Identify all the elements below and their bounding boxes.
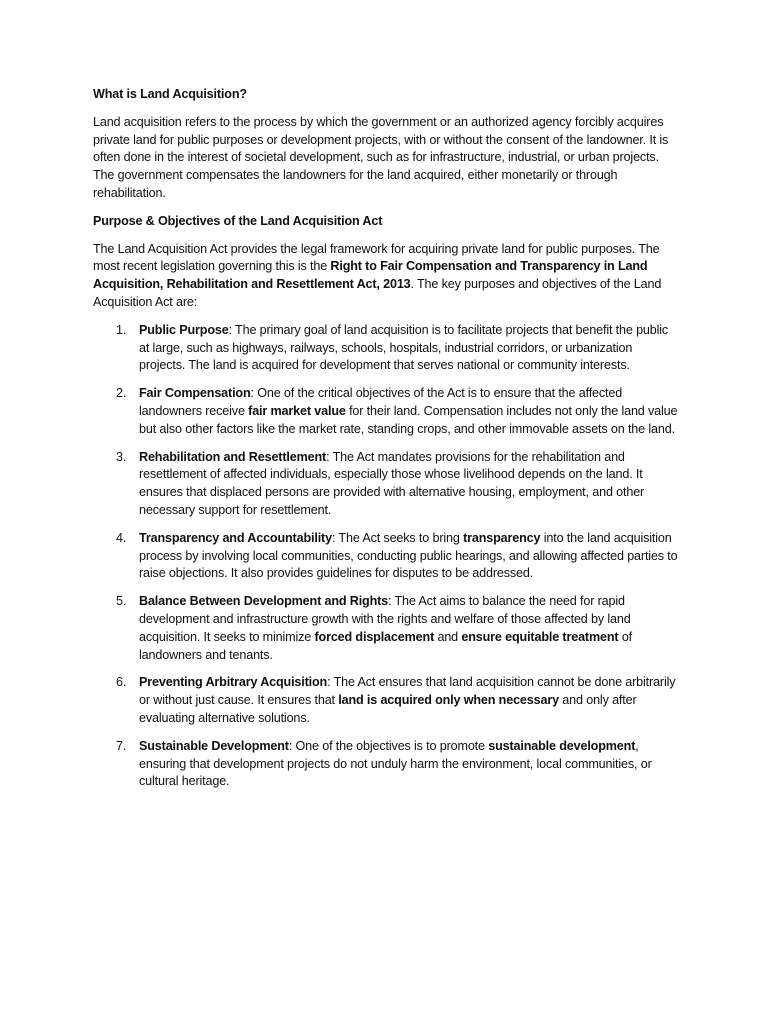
list-item (93, 738, 678, 791)
intro-paragraph: Land acquisition refers to the process by which the government or an authorized agency forcibly acquires private land for public purposes or development projects, with or without the consent of the landowner. It is often done in the interest of societal development, such as for infrastructure, industrial, or urban projects. The government compensates the landowners for the land acquired, either monetarily or through rehabilitation. (93, 114, 669, 200)
item-title: Balance Between Development and Rights (139, 594, 389, 609)
item-text: and only after evaluating alternative solutions. (139, 693, 637, 725)
list-item (93, 449, 678, 520)
item-text: for their land. Compensation includes not only the land value but also other factors like the market rate, standing crops, and other immovable assets on the land. (139, 403, 678, 436)
item-title: Sustainable Development (139, 738, 289, 753)
list-number: 3. (116, 449, 127, 464)
list-number: 6. (116, 675, 127, 690)
act-name-bold: Right to Fair Compensation and Transparency in Land Acquisition, Rehabilitation and Resettlement Act, 2013 (93, 259, 648, 292)
objectives-list (93, 322, 678, 791)
paragraph-text: . The key purposes and objectives of the Land Acquisition Act are: (93, 277, 662, 309)
item-text: : The Act seeks to bring (331, 530, 464, 545)
item-text: : One of the objectives is to promote (288, 738, 489, 753)
item-emphasis: transparency (463, 530, 541, 545)
item-text: : One of the critical objectives of the Act is to ensure that the affected landowners receive (139, 386, 623, 418)
item-emphasis: fair market value (248, 403, 346, 418)
list-number: 1. (116, 322, 127, 337)
list-item (93, 674, 678, 727)
item-emphasis: land is acquired only when necessary (338, 693, 559, 708)
act-overview-paragraph (93, 241, 678, 312)
item-title: Preventing Arbitrary Acquisition (139, 675, 328, 690)
item-text: and (434, 629, 462, 644)
item-text: into the land acquisition process by involving local communities, conducting public hearings, and allowing affected parties to raise objections. It also provides guidelines for disputes to be addressed. (139, 530, 678, 581)
item-text: , ensuring that development projects do not unduly harm the environment, local communities, or cultural heritage. (139, 738, 652, 789)
list-number: 7. (116, 738, 127, 753)
item-text: : The primary goal of land acquisition is to facilitate projects that benefit the public at large, such as highways, railways, schools, hospitals, industrial corridors, or urbanization projects. The land is acquired for development that serves national or community interests. (139, 322, 669, 373)
section-heading-what-is-land-acquisition: What is Land Acquisition? (93, 87, 247, 101)
list-number: 4. (116, 530, 127, 545)
item-text: : The Act aims to balance the need for rapid development and infrastructure growth with the rights and welfare of those affected by land acquisition. It seeks to minimize (139, 594, 631, 644)
list-item (93, 530, 678, 583)
item-text: : The Act ensures that land acquisition cannot be done arbitrarily or without just cause. It ensures that (139, 675, 676, 708)
list-item (93, 593, 678, 664)
item-title: Public Purpose (139, 322, 229, 337)
section-heading-purpose-objectives: Purpose & Objectives of the Land Acquisition Act (93, 213, 383, 228)
item-title: Fair Compensation (139, 386, 251, 401)
paragraph-text: The Land Acquisition Act provides the legal framework for acquiring private land for public purposes. The most recent legislation governing this is the (93, 241, 660, 274)
item-emphasis: sustainable development (488, 738, 636, 753)
list-item (93, 322, 678, 375)
item-title: Rehabilitation and Resettlement (139, 449, 327, 464)
document-page (93, 86, 678, 801)
list-number: 2. (116, 386, 127, 401)
item-text: : The Act mandates provisions for the rehabilitation and resettlement of affected individuals, especially those whose livelihood depends on the land. It ensures that displaced persons are provided with alternative housing, employment, and other necessary support for resettlement. (139, 449, 645, 517)
list-item (93, 385, 678, 438)
item-emphasis: forced displacement (314, 629, 435, 644)
list-number: 5. (116, 594, 127, 609)
item-text: of landowners and tenants. (139, 629, 633, 662)
item-emphasis: ensure equitable treatment (461, 629, 619, 644)
item-title: Transparency and Accountability (139, 530, 332, 545)
